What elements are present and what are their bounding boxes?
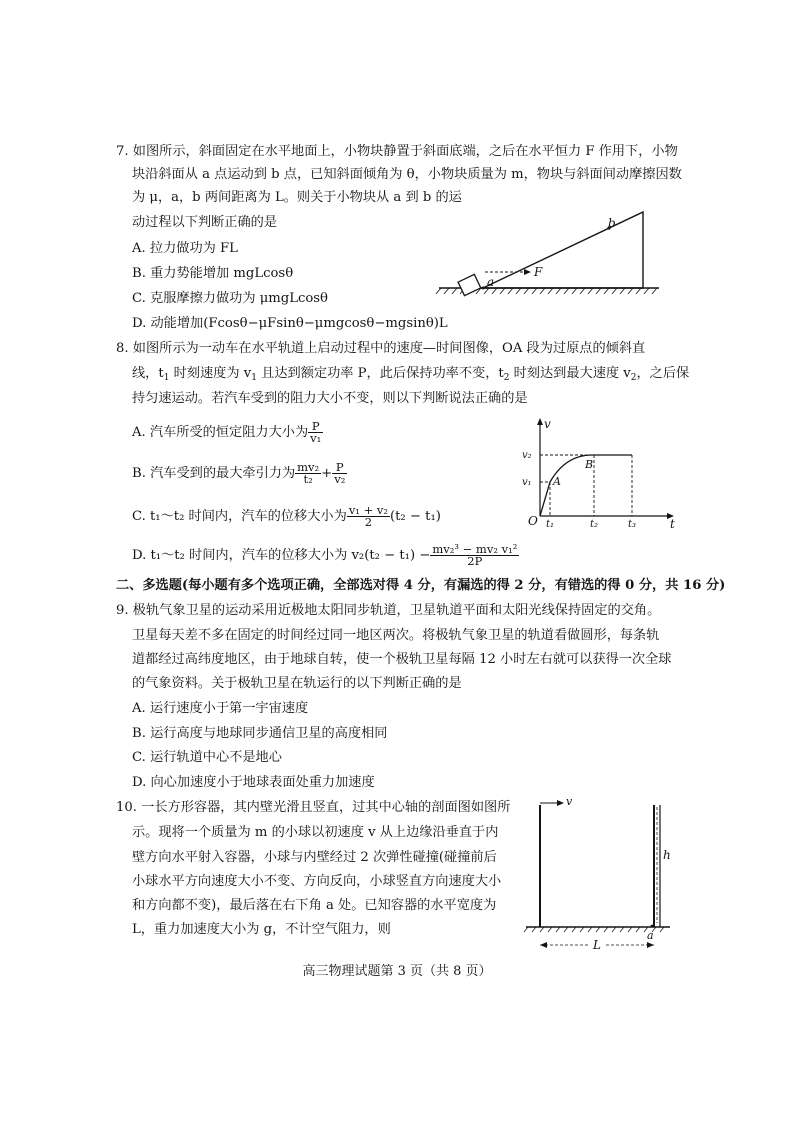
graph-v2-label: v₂ <box>522 450 532 461</box>
container-label-h: h <box>663 848 671 862</box>
graph-x-axis-label: t <box>670 517 675 531</box>
incline-label-f: F <box>534 265 543 279</box>
q9-option-c: C. 运行轨道中心不是地心 <box>132 750 282 765</box>
container-label-v: v <box>566 795 573 808</box>
q9-stem-line: 卫星每天差不多在固定的时间经过同一地区两次。将极轨气象卫星的轨道看做圆形，每条轨 <box>132 628 660 643</box>
q8-stem-line: 8. 如图所示为一动车在水平轨道上启动过程中的速度—时间图像，OA 段为过原点的倾斜直 <box>116 341 646 356</box>
q8-option-a: A. 汽车所受的恒定阻力大小为 $\frac{P}{\text{v₁}}$ <box>132 419 322 445</box>
q8-option-b: B. 汽车受到的最大牵引力为 $\frac{\text{mv₂}}{\text{t₂}}$ + $\frac{P}{\text{v₂}}$ <box>132 460 346 486</box>
q9-option-a: A. 运行速度小于第一宇宙速度 <box>132 701 309 716</box>
incline-figure <box>435 200 665 300</box>
q9-stem-line: 道都经过高纬度地区，由于地球自转，使一个极轨卫星每隔 12 小时左右就可以获得一次全球 <box>132 652 672 667</box>
graph-point-a: A <box>553 475 561 488</box>
page-footer: 高三物理试题第 3 页（共 8 页） <box>302 964 492 979</box>
incline-label-a: a <box>487 275 495 289</box>
graph-point-b: B <box>585 458 594 471</box>
container-figure <box>520 795 680 955</box>
incline-label-b: b <box>608 216 616 230</box>
velocity-time-graph <box>510 412 690 532</box>
q10-stem-line: 壁方向水平射入容器，小球与内壁经过 2 次弹性碰撞(碰撞前后 <box>132 850 497 865</box>
graph-v1-label: v₁ <box>522 477 532 488</box>
q9-option-b: B. 运行高度与地球同步通信卫星的高度相同 <box>132 726 388 741</box>
section-heading: 二、多选题(每小题有多个选项正确，全部选对得 4 分，有漏选的得 2 分，有错选的得 0 分，共 16 分) <box>116 578 726 593</box>
q7-option-b: B. 重力势能增加 mgLcosθ <box>132 266 294 281</box>
q7-stem-line: 动过程以下判断正确的是 <box>132 215 278 230</box>
graph-origin-label: O <box>528 514 538 528</box>
q9-stem-line: 9. 极轨气象卫星的运动采用近极地太阳同步轨道，卫星轨道平面和太阳光线保持固定的交角。 <box>116 603 661 618</box>
q10-stem-line: 10. 一长方形容器，其内壁光滑且竖直，过其中心轴的剖面图如图所 <box>116 800 511 815</box>
graph-t2-label: t₂ <box>590 519 599 530</box>
q7-option-c: C. 克服摩擦力做功为 μmgLcosθ <box>132 291 329 306</box>
q8-stem-line: 持匀速运动。若汽车受到的阻力大小不变，则以下判断说法正确的是 <box>132 391 528 406</box>
graph-y-axis-label: v <box>544 417 551 431</box>
q7-stem-line: 7. 如图所示，斜面固定在水平地面上，小物块静置于斜面底端，之后在水平恒力 F 作用下，小物 <box>116 144 678 159</box>
q8-option-c: C. t₁～t₂ 时间内，汽车的位移大小为 $\frac{\text{v₁ + v₂}}{2}$ (t₂ − t₁) <box>132 503 441 529</box>
q10-stem-line: 小球水平方向速度大小不变、方向反向，小球竖直方向速度大小 <box>132 874 502 889</box>
q7-stem-line: 为 μ，a，b 两间距离为 L。则关于小物块从 a 到 b 的运 <box>132 190 462 205</box>
q7-option-a: A. 拉力做功为 FL <box>132 241 238 256</box>
q10-stem-line: 示。现将一个质量为 m 的小球以初速度 v 从上边缘沿垂直于内 <box>132 825 499 840</box>
q10-stem-line: 和方向都不变)，最后落在右下角 a 处。已知容器的水平宽度为 <box>132 898 497 913</box>
graph-t1-label: t₁ <box>546 519 555 530</box>
q10-stem-line: L，重力加速度大小为 g，不计空气阻力，则 <box>132 922 391 937</box>
container-label-l: L <box>593 938 601 952</box>
q9-stem-line: 的气象资料。关于极轨卫星在轨运行的以下判断正确的是 <box>132 676 462 691</box>
q7-stem-line: 块沿斜面从 a 点运动到 b 点，已知斜面倾角为 θ，小物块质量为 m，物块与斜面间动摩擦因数 <box>132 167 682 182</box>
q9-option-d: D. 向心加速度小于地球表面处重力加速度 <box>132 775 375 790</box>
q8-option-d: D. t₁～t₂ 时间内，汽车的位移大小为 v₂(t₂ − t₁) − $\frac{\text{mv₂³ − mv₂ v₁²}}{2P}$ <box>132 542 518 568</box>
q8-stem-line: 线，$t_1$ 时刻速度为 $v_1$ 且达到额定功率 P，此后保持功率不变，$t_2$ 时刻达到最大速度 $v_2$，之后保 <box>132 366 690 383</box>
container-label-a: a <box>647 929 654 942</box>
q7-option-d: D. 动能增加(Fcosθ−μFsinθ−μmgcosθ−mgsinθ)L <box>132 316 448 331</box>
graph-t3-label: t₃ <box>628 519 637 530</box>
